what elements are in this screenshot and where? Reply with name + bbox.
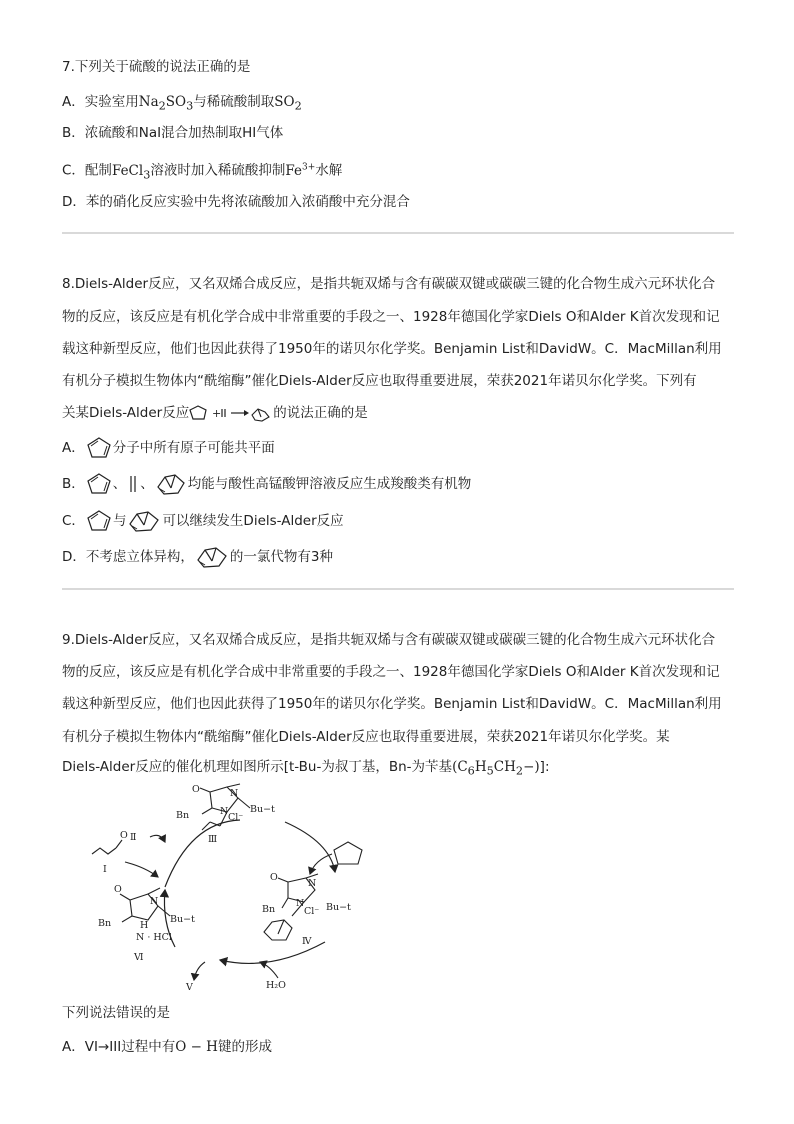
enal-i: [92, 840, 122, 854]
q9-stem-line: 物的反应，该反应是有机化学合成中非常重要的手段之一、1928年德国化学家Diels O和Alder K首次发现和记: [62, 664, 720, 680]
cycle-arc: [285, 822, 335, 872]
q9-stem-line: 载这种新型反应，他们也因此获得了1950年的诺贝尔化学奖。Benjamin List和DavidW。C．MacMillan利用: [62, 696, 722, 712]
q8-stem-line: 物的反应，该反应是有机化学合成中非常重要的手段之一、1928年德国化学家Diels O和Alder K首次发现和记: [62, 309, 720, 325]
cyclopentadiene-reagent: [334, 842, 362, 864]
q8-option-b[interactable]: B． 、 、 均能与酸性高锰酸钾溶液反应生成羧酸类有机物: [62, 471, 471, 497]
catalyst-vi: [120, 888, 170, 922]
q9-option-a[interactable]: A．VI→III过程中有O − H键的形成: [62, 1039, 272, 1055]
label-iv: Ⅳ: [302, 936, 312, 947]
q8-option-a[interactable]: A． 分子中所有原子可能共平面: [62, 436, 275, 460]
q7-option-c[interactable]: C．配制FeCl$_3$溶液时加入稀硫酸抑制$Fe^{3+}$水解: [62, 162, 343, 182]
label-o: O: [270, 872, 278, 883]
label-i: I: [103, 864, 107, 875]
q7-option-d[interactable]: D．苯的硝化反应实验中先将浓硫酸加入浓硝酸中充分混合: [62, 194, 410, 210]
cyclopentadiene-icon: [85, 436, 113, 460]
label-bn: Bn: [262, 904, 276, 915]
label-cl: Cl⁻: [228, 812, 244, 823]
label-n: N: [230, 788, 239, 799]
label-iii: Ⅲ: [208, 834, 218, 845]
q7-option-a[interactable]: A．实验室用$Na_2SO_3$与稀硫酸制取$SO_2$: [62, 94, 302, 113]
q7-option-b[interactable]: B．浓硫酸和NaI混合加热制取HI气体: [62, 125, 284, 141]
label-h2o: H₂O: [266, 980, 286, 991]
q8-stem-line: 关某Diels-Alder反应 + 的说法正确的是: [62, 405, 368, 421]
reaction-scheme-image: [189, 403, 273, 423]
label-bn: Bn: [176, 810, 190, 821]
label-ii: Ⅱ: [130, 832, 137, 843]
label-vi: Ⅵ: [134, 952, 144, 963]
label-o: O: [120, 830, 128, 841]
label-bn: Bn: [98, 918, 112, 929]
cyclopentadiene-icon: [85, 472, 113, 496]
divider: [62, 232, 734, 234]
q9-stem-line: 9.Diels-Alder反应，又名双烯合成反应，是指共轭双烯与含有碳碳双键或碳碳三键的化合物生成六元环状化合: [62, 632, 716, 648]
q8-option-c[interactable]: C． 与 可以继续发生Diels-Alder反应: [62, 508, 344, 534]
label-n: N: [220, 806, 229, 817]
label-cl: Cl⁻: [304, 906, 320, 917]
q9-question: 下列说法错误的是: [62, 1005, 170, 1021]
label-v: V: [186, 982, 193, 993]
svg-text:+: +: [212, 407, 222, 420]
label-h: H: [140, 920, 149, 931]
q8-option-d[interactable]: D．不考虑立体异构， 的一氯代物有3种: [62, 544, 333, 570]
label-but: Bu−t: [326, 902, 351, 913]
q8-stem-line: 载这种新型反应，他们也因此获得了1950年的诺贝尔化学奖。Benjamin List和DavidW。C．MacMillan利用: [62, 341, 722, 357]
label-n: N: [308, 878, 317, 889]
q7-stem: 7.下列关于硫酸的说法正确的是: [62, 59, 251, 75]
norbornene-icon: [154, 471, 188, 497]
label-n: N: [296, 898, 305, 909]
norbornene-icon: [194, 544, 230, 570]
q8-stem-line: 有机分子模拟生物体内“酰缩酶”催化Diels-Alder反应也取得重要进展，荣获2021年诺贝尔化学奖。下列有: [62, 373, 697, 389]
label-o: O: [192, 784, 200, 795]
label-n: N: [150, 896, 159, 907]
label-but: Bu−t: [170, 914, 195, 925]
catalytic-mechanism-diagram: [70, 782, 390, 994]
ethylene-icon: [126, 472, 140, 496]
cyclopentadiene-icon: [85, 509, 113, 533]
q9-stem-line: 有机分子模拟生物体内“酰缩酶”催化Diels-Alder反应也取得重要进展，荣获2021年诺贝尔化学奖。某: [62, 729, 670, 745]
label-hcl: N · HCl: [136, 932, 172, 943]
norbornene-icon: [126, 508, 162, 534]
label-but: Bu−t: [250, 804, 275, 815]
divider: [62, 588, 734, 590]
q8-stem-line: 8.Diels-Alder反应，又名双烯合成反应，是指共轭双烯与含有碳碳双键或碳碳三键的化合物生成六元环状化合: [62, 276, 716, 292]
label-o: O: [114, 884, 122, 895]
q9-stem-line: Diels-Alder反应的催化机理如图所示[t-Bu-为叔丁基，Bn-为苄基$(C_6H_5CH_2-)$]:: [62, 759, 550, 778]
